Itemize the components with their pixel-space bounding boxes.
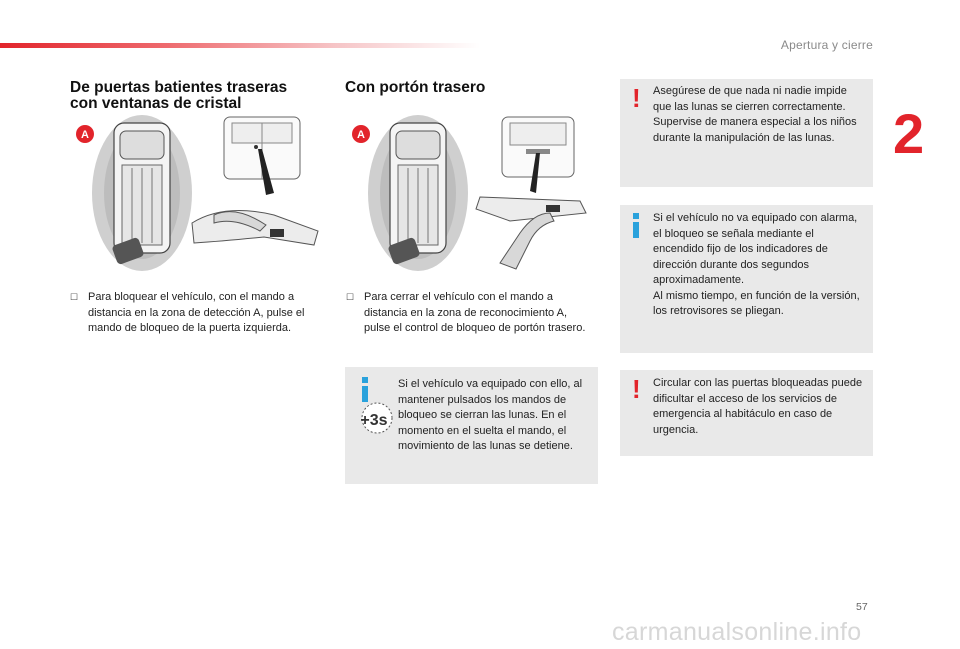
left-title-line1: De puertas batientes traseras — [70, 79, 288, 96]
page-number: 57 — [856, 601, 868, 613]
chapter-title: Apertura y cierre — [780, 38, 873, 52]
label-a: A — [357, 129, 365, 141]
step-bullet-icon: ☐ — [70, 292, 79, 302]
info-box-alarm — [620, 205, 873, 353]
middle-section-title: Con portón trasero — [345, 79, 486, 96]
left-illustration — [74, 113, 326, 273]
info-box-windows-text: Si el vehículo va equipado con ello, al mantener pulsados los mandos de bloqueo se cierran las lunas. En el momento en el suelta el mando, el movimiento de las lunas se detiene. — [398, 378, 583, 452]
info-icon — [632, 213, 642, 239]
middle-illustration — [350, 113, 600, 273]
warning-box-windows-text: Asegúrese de que nada ni nadie impide que las lunas se cierren correctamente. Supervise de manera especial a los niños durante la manipulación de las lunas. — [653, 85, 857, 144]
info-box-windows — [345, 367, 598, 484]
chapter-number: 2 — [893, 102, 925, 165]
warning-icon: ! — [632, 374, 641, 404]
hand-icon — [500, 213, 554, 269]
warning-icon: ! — [632, 83, 641, 113]
left-step-text: Para bloquear el vehículo, con el mando a distancia en la zona de detección A, pulse el mando de bloqueo de la puerta izquierda. — [88, 291, 305, 334]
left-title-line2: con ventanas de cristal — [70, 95, 242, 112]
middle-step-text: Para cerrar el vehículo con el mando a distancia en la zona de reconocimiento A, pulse el control de bloqueo de portón trasero. — [364, 291, 586, 334]
warning-box-emergency-text: Circular con las puertas bloqueadas puede dificultar el acceso de los servicios de emergencia al habitáculo en caso de urgencia. — [653, 377, 863, 436]
left-section-title — [70, 80, 330, 112]
info-box-alarm-text: Si el vehículo no va equipado con alarma, el bloqueo se señala mediante el encendido fijo de los indicadores de dirección durante dos segundos aproximadamente. Al mismo tiempo, en función de la versión, los retrovisores se pliegan. — [653, 212, 860, 317]
lock-button-icon — [546, 205, 560, 212]
label-a: A — [81, 129, 89, 141]
middle-step — [346, 290, 590, 337]
step-bullet-icon: ☐ — [346, 292, 355, 302]
watermark: carmanualsonline.info — [612, 618, 862, 646]
warning-box-emergency — [620, 370, 873, 456]
warning-box-windows — [620, 79, 873, 187]
left-step — [70, 290, 320, 337]
svg-text:+3s: +3s — [360, 412, 388, 429]
lock-button-icon — [270, 229, 284, 237]
info-icon — [361, 377, 371, 403]
tailgate-handle-closeup — [476, 197, 586, 221]
header-accent-bar — [0, 43, 480, 48]
timer-3s-icon — [351, 401, 397, 435]
